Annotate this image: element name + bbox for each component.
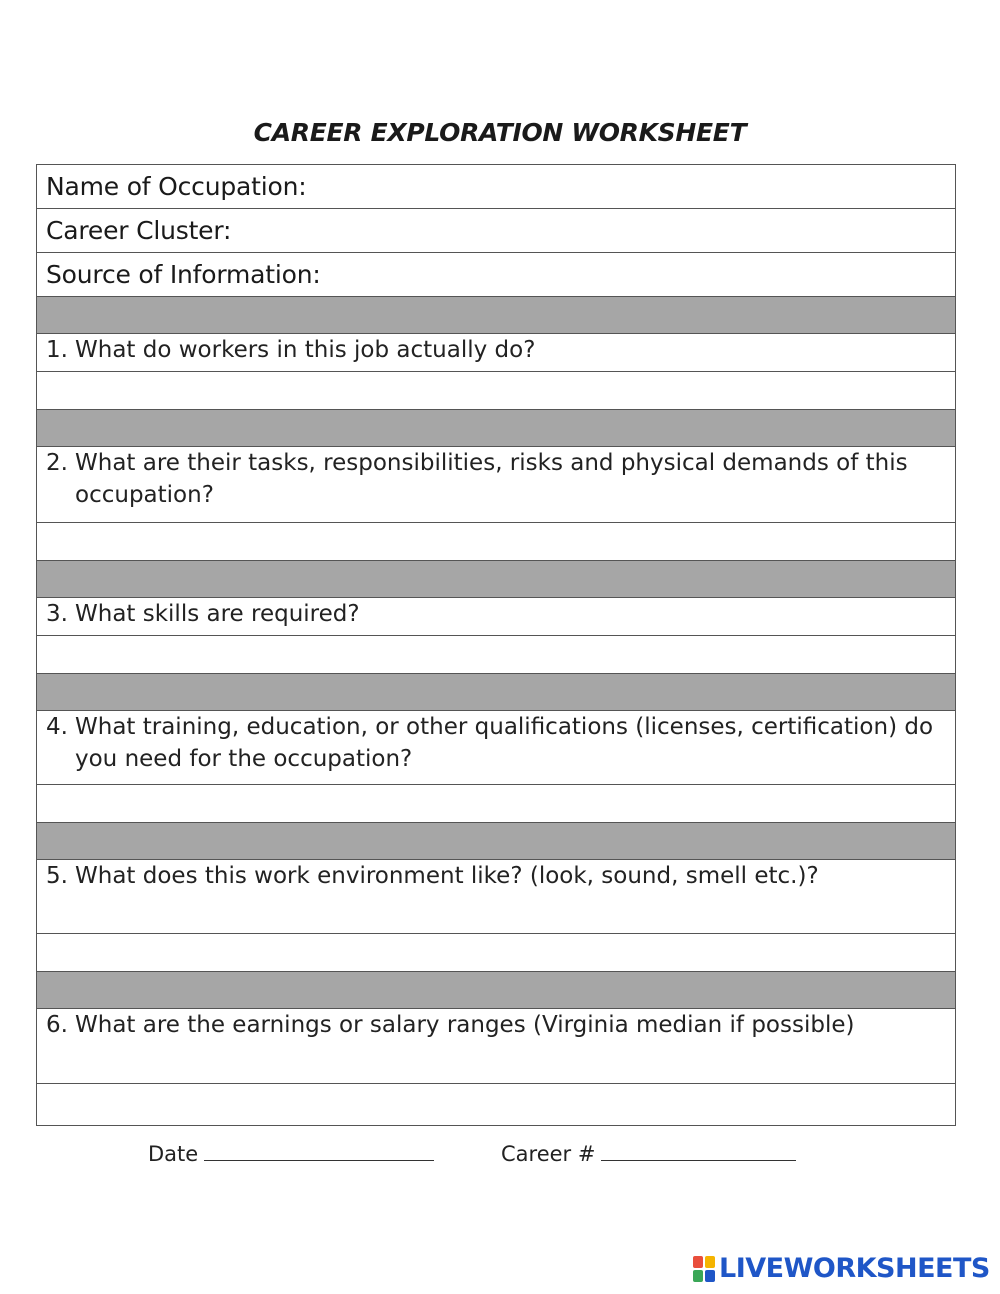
date-input-line[interactable] [204, 1140, 434, 1161]
liveworksheets-mark-icon [693, 1256, 715, 1282]
gray-separator [37, 561, 956, 598]
logo-text: LIVEWORKSHEETS [719, 1253, 990, 1284]
career-number-line [501, 1140, 796, 1166]
question-number: 3. [46, 601, 68, 627]
question-6 [37, 1009, 956, 1084]
gray-separator [37, 823, 956, 860]
question-3 [37, 598, 956, 636]
answer-field-5[interactable] [37, 934, 956, 972]
date-label: Date [148, 1142, 199, 1166]
gray-separator [37, 410, 956, 447]
worksheet-title: CAREER EXPLORATION WORKSHEET [253, 118, 747, 147]
question-text: What do workers in this job actually do? [75, 337, 536, 363]
question-number: 2. [46, 450, 68, 476]
header-row-occupation [37, 165, 956, 209]
gray-separator [37, 972, 956, 1009]
question-4 [37, 711, 956, 785]
question-number: 6. [46, 1012, 68, 1038]
question-text: What are the earnings or salary ranges (Virginia median if possible) [75, 1012, 855, 1038]
question-text: What training, education, or other qualifications (licenses, certification) do you need for the occupation? [75, 714, 934, 772]
career-cluster-field[interactable]: Career Cluster: [37, 209, 956, 253]
question-1 [37, 334, 956, 372]
liveworksheets-logo [693, 1253, 990, 1284]
answer-field-2[interactable] [37, 523, 956, 561]
name-of-occupation-field[interactable]: Name of Occupation: [37, 165, 956, 209]
header-row-source [37, 253, 956, 297]
question-2 [37, 447, 956, 523]
career-number-input-line[interactable] [601, 1140, 796, 1161]
question-number: 4. [46, 714, 68, 740]
date-line [148, 1140, 434, 1166]
question-number: 1. [46, 337, 68, 363]
question-text: What are their tasks, responsibilities, risks and physical demands of this occupation? [75, 450, 908, 508]
career-number-label: Career # [501, 1142, 596, 1166]
question-text: What skills are required? [75, 601, 360, 627]
question-number: 5. [46, 863, 68, 889]
question-5 [37, 860, 956, 934]
answer-field-3[interactable] [37, 636, 956, 674]
gray-separator [37, 297, 956, 334]
worksheet-table [36, 164, 956, 1126]
answer-field-1[interactable] [37, 372, 956, 410]
answer-field-4[interactable] [37, 785, 956, 823]
question-text: What does this work environment like? (look, sound, smell etc.)? [75, 863, 819, 889]
header-row-cluster [37, 209, 956, 253]
answer-field-6[interactable] [37, 1084, 956, 1126]
gray-separator [37, 674, 956, 711]
source-of-information-field[interactable]: Source of Information: [37, 253, 956, 297]
